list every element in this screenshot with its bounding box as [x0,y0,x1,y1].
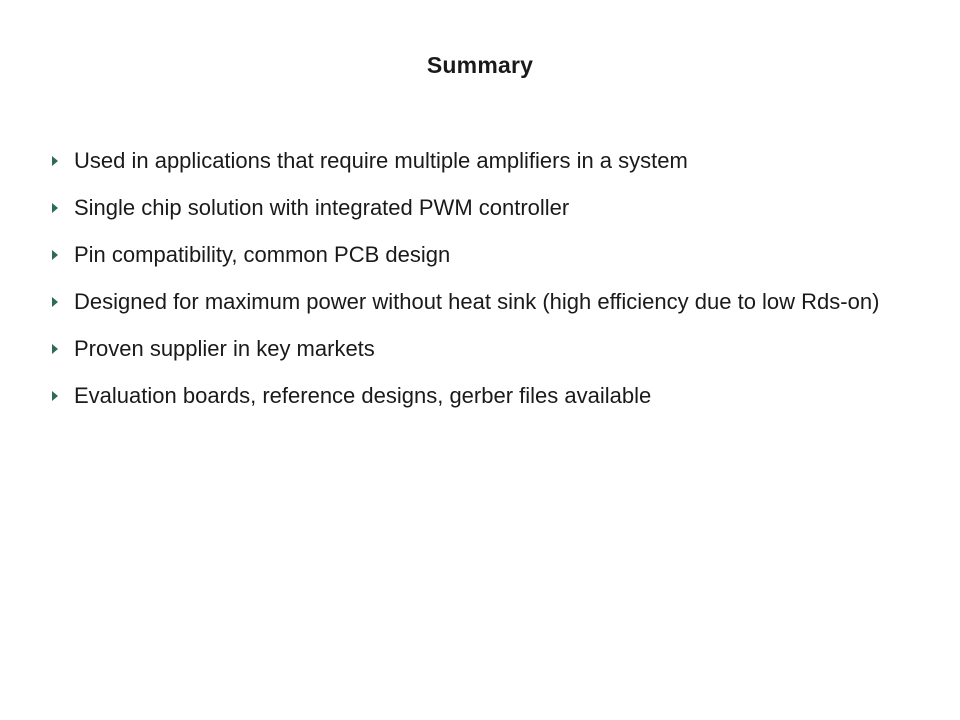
list-item [50,380,920,411]
triangle-right-icon [52,203,58,213]
bullet-list [50,145,920,427]
list-item [50,286,920,317]
bullet-text: Used in applications that require multiple amplifiers in a system [74,148,688,173]
list-item [50,145,920,176]
bullet-text: Evaluation boards, reference designs, gerber files available [74,383,652,408]
list-item [50,239,920,270]
list-item [50,333,920,364]
triangle-right-icon [52,250,58,260]
triangle-right-icon [52,156,58,166]
slide-title: Summary [426,52,534,78]
bullet-text: Single chip solution with integrated PWM controller [74,195,570,220]
triangle-right-icon [52,344,58,354]
bullet-text: Proven supplier in key markets [74,336,375,361]
triangle-right-icon [52,391,58,401]
list-item [50,192,920,223]
bullet-text: Pin compatibility, common PCB design [74,242,451,267]
bullet-text: Designed for maximum power without heat sink (high efficiency due to low Rds-on) [74,289,880,314]
triangle-right-icon [52,297,58,307]
